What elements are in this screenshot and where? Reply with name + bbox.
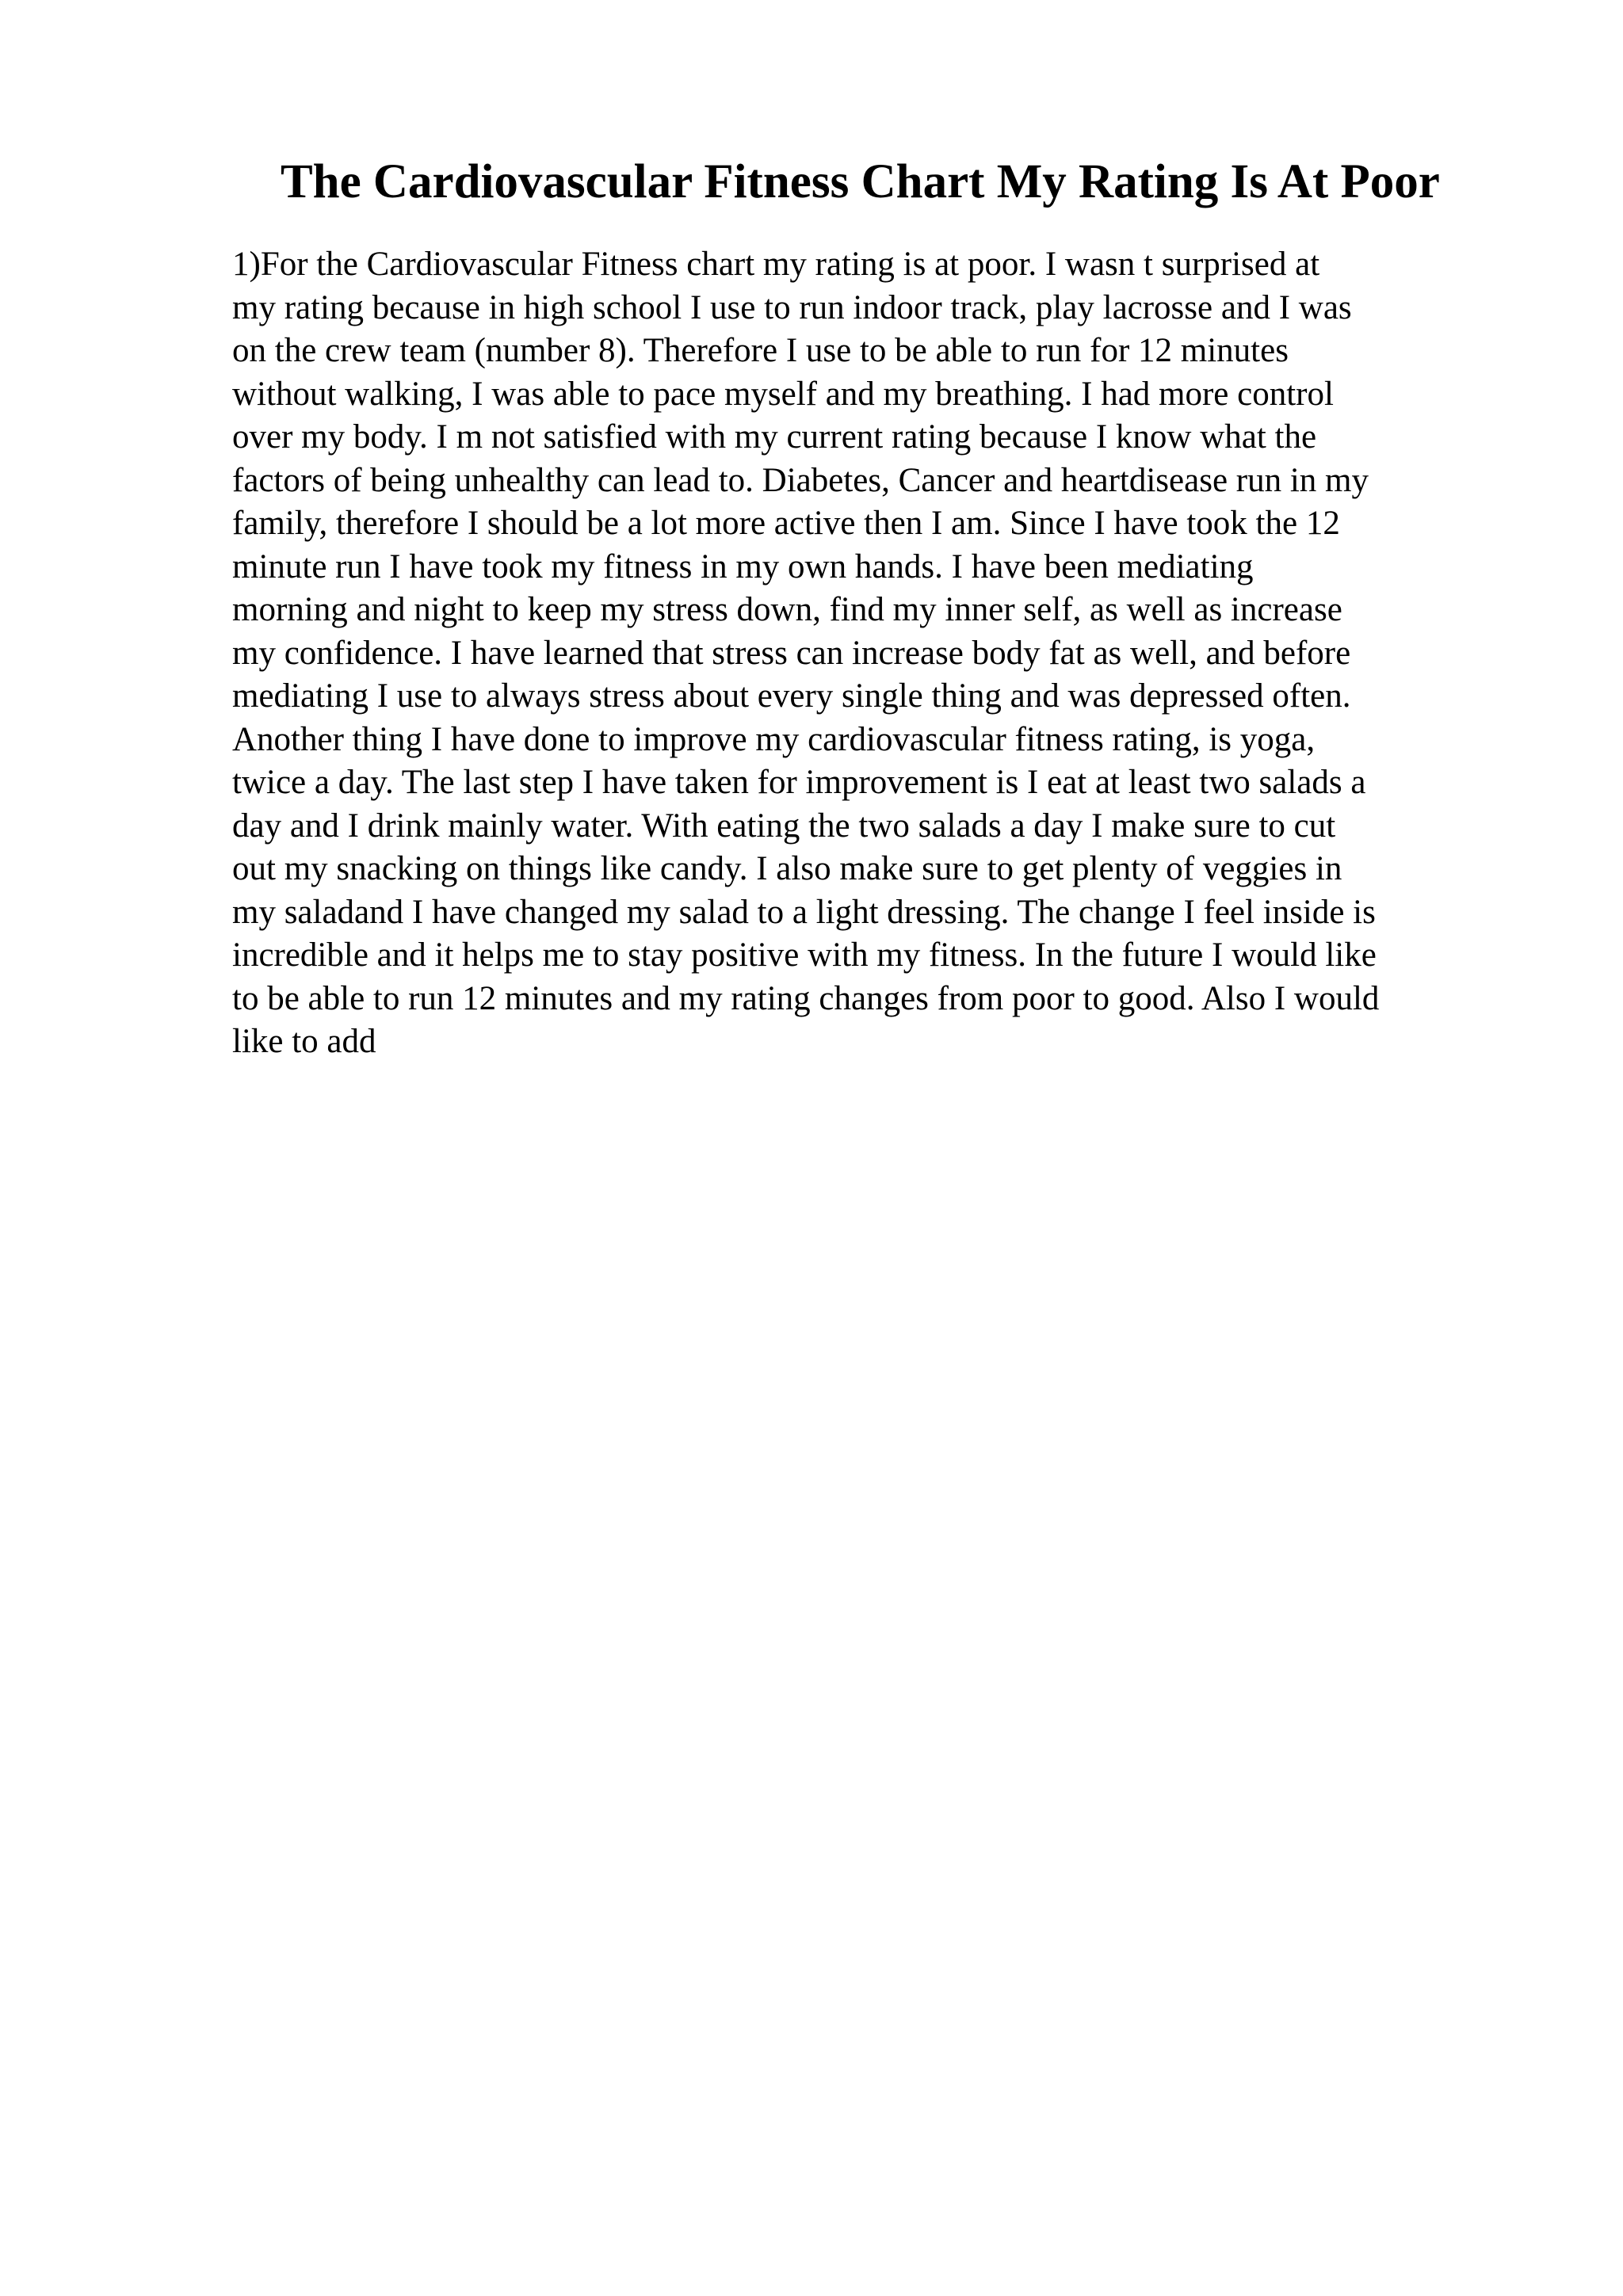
body-line: out my snacking on things like candy. I also make sure to get plenty of veggies in: [232, 850, 1342, 887]
body-line: 1)For the Cardiovascular Fitness chart my rating is at poor. I wasn t surprised at: [232, 246, 1320, 283]
body-line: minute run I have took my fitness in my own hands. I have been mediating: [232, 547, 1254, 585]
document-body: [232, 243, 1500, 1064]
body-line: Another thing I have done to improve my cardiovascular fitness rating, is yoga,: [232, 720, 1316, 758]
body-line: morning and night to keep my stress down, find my inner self, as well as increase: [232, 591, 1342, 628]
document-title: The Cardiovascular Fitness Chart My Rating Is At Poor: [281, 155, 1440, 208]
body-line: on the crew team (number 8). Therefore I use to be able to run for 12 minutes: [232, 332, 1289, 369]
body-line: to be able to run 12 minutes and my rating changes from poor to good. Also I would: [232, 979, 1380, 1017]
body-line: factors of being unhealthy can lead to. Diabetes, Cancer and heartdisease run in my: [232, 461, 1369, 499]
body-line: day and I drink mainly water. With eating the two salads a day I make sure to cut: [232, 807, 1336, 845]
body-line: my saladand I have changed my salad to a light dressing. The change I feel inside is: [232, 893, 1376, 931]
body-line: like to add: [232, 1023, 376, 1060]
body-line: my confidence. I have learned that stress can increase body fat as well, and before: [232, 634, 1351, 672]
body-line: mediating I use to always stress about every single thing and was depressed often.: [232, 677, 1351, 715]
body-line: twice a day. The last step I have taken for improvement is I eat at least two salads a: [232, 764, 1366, 801]
body-line: my rating because in high school I use to run indoor track, play lacrosse and I was: [232, 288, 1352, 326]
body-line: without walking, I was able to pace myself and my breathing. I had more control: [232, 375, 1334, 413]
body-line: family, therefore I should be a lot more active then I am. Since I have took the 12: [232, 505, 1340, 542]
body-line: incredible and it helps me to stay positive with my fitness. In the future I would like: [232, 936, 1377, 974]
body-line: over my body. I m not satisfied with my current rating because I know what the: [232, 418, 1317, 456]
